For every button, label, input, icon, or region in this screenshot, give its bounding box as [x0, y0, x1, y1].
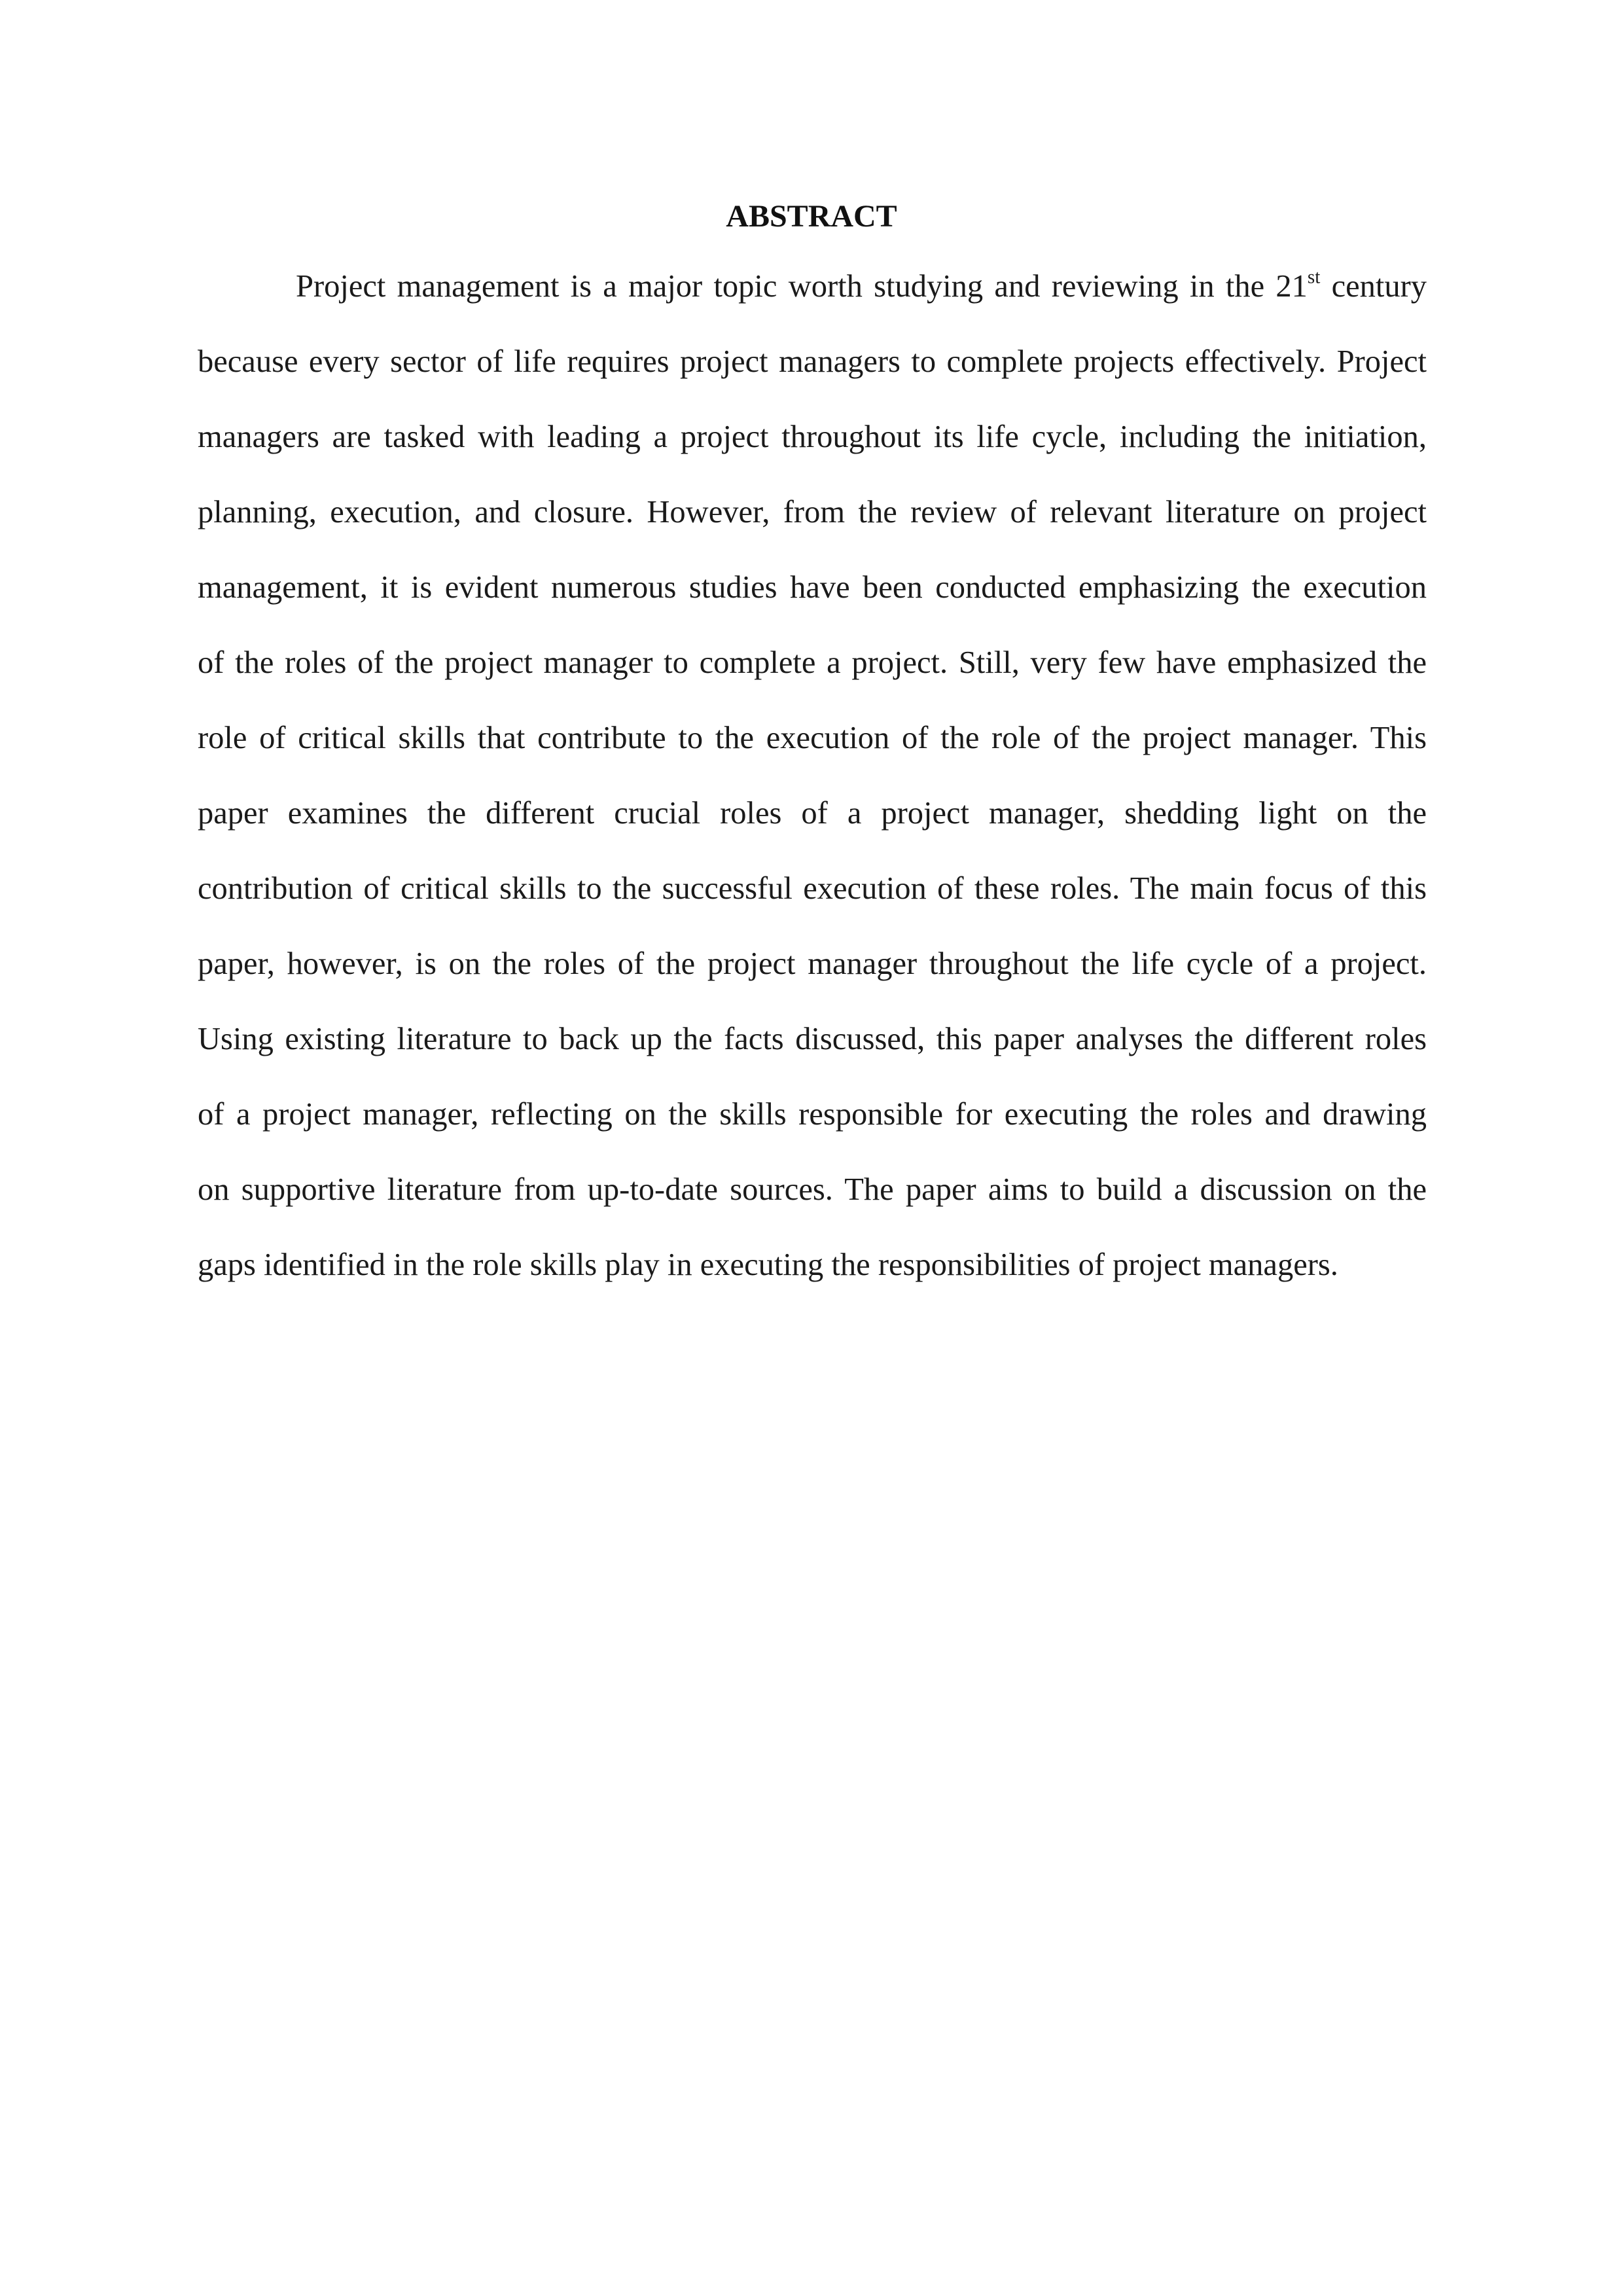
line-text-start: Project management is a major topic worth studying and reviewing in the 21: [296, 269, 1308, 304]
paragraph-line: contribution of critical skills to the successful execution of these roles. The main focus of this: [198, 871, 1427, 906]
abstract-paragraph: [198, 249, 1427, 1302]
paragraph-line: role of critical skills that contribute to the execution of the role of the project manager. This: [198, 721, 1427, 755]
paragraph-line: management, it is evident numerous studies have been conducted emphasizing the execution: [198, 570, 1427, 605]
paragraph-line: managers are tasked with leading a project throughout its life cycle, including the initiation,: [198, 420, 1427, 454]
paragraph-line: paper examines the different crucial roles of a project manager, shedding light on the: [198, 796, 1427, 831]
paragraph-line: planning, execution, and closure. However, from the review of relevant literature on project: [198, 495, 1427, 529]
paragraph-line: on supportive literature from up-to-date sources. The paper aims to build a discussion on the: [198, 1172, 1427, 1207]
paragraph-line: gaps identified in the role skills play in executing the responsibilities of project managers.: [198, 1247, 1338, 1282]
ordinal-superscript: st: [1307, 266, 1321, 288]
paragraph-line: Using existing literature to back up the facts discussed, this paper analyses the different roles: [198, 1022, 1427, 1056]
paragraph-line: of the roles of the project manager to complete a project. Still, very few have emphasized the: [198, 645, 1427, 680]
paragraph-line: of a project manager, reflecting on the skills responsible for executing the roles and drawing: [198, 1097, 1427, 1132]
paragraph-line: [198, 249, 1427, 324]
paragraph-line: paper, however, is on the roles of the project manager throughout the life cycle of a project.: [198, 946, 1427, 981]
paragraph-line: because every sector of life requires project managers to complete projects effectively. Project: [198, 344, 1427, 379]
abstract-heading: ABSTRACT: [726, 199, 897, 234]
line-text-end: century: [1320, 269, 1427, 304]
